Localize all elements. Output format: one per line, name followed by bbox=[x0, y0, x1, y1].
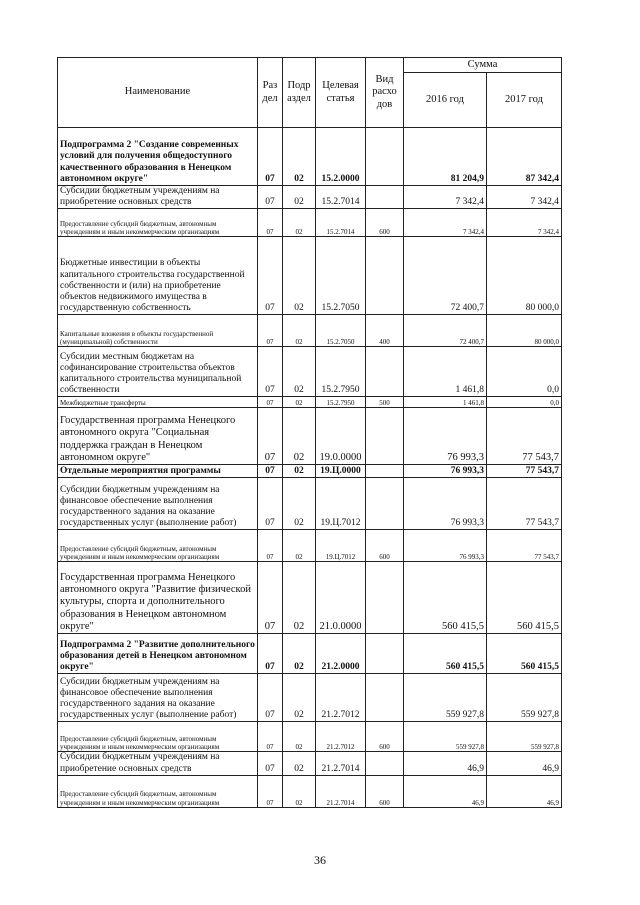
cell-name: Предоставление субсидий бюджетным, автономным учреждениям и иным некоммерческим организациям bbox=[58, 722, 258, 752]
cell-2016: 76 993,3 bbox=[404, 465, 487, 478]
cell-razdel: 07 bbox=[258, 634, 283, 674]
cell-vid bbox=[366, 347, 404, 397]
cell-vid bbox=[366, 478, 404, 530]
header-2017: 2017 год bbox=[487, 73, 562, 128]
table-row bbox=[58, 634, 562, 674]
cell-razdel: 07 bbox=[258, 209, 283, 237]
cell-name: Субсидии бюджетным учреждениям на финансовое обеспечение выполнения государственного задания на оказание государственных услуг (выполнение работ) bbox=[58, 478, 258, 530]
table-row bbox=[58, 465, 562, 478]
cell-celevaya: 21.2.7014 bbox=[316, 775, 366, 807]
cell-name: Субсидии бюджетным учреждениям на приобретение основных средств bbox=[58, 752, 258, 775]
cell-2017: 46,9 bbox=[487, 752, 562, 775]
cell-razdel: 07 bbox=[258, 128, 283, 186]
cell-2017: 77 543,7 bbox=[487, 478, 562, 530]
cell-podrazdel: 02 bbox=[283, 315, 316, 347]
cell-2017: 560 415,5 bbox=[487, 634, 562, 674]
cell-2016: 1 461,8 bbox=[404, 347, 487, 397]
table-row bbox=[58, 315, 562, 347]
cell-2016: 560 415,5 bbox=[404, 562, 487, 634]
cell-name: Предоставление субсидий бюджетным, автономным учреждениям и иным некоммерческим организациям bbox=[58, 209, 258, 237]
cell-vid: 400 bbox=[366, 315, 404, 347]
header-celevaya: Целевая статья bbox=[316, 58, 366, 128]
cell-celevaya: 15.2.7950 bbox=[316, 397, 366, 408]
cell-celevaya: 19.Ц.0000 bbox=[316, 465, 366, 478]
cell-vid bbox=[366, 634, 404, 674]
cell-2017: 0,0 bbox=[487, 347, 562, 397]
header-name: Наименование bbox=[58, 58, 258, 128]
cell-razdel: 07 bbox=[258, 674, 283, 722]
cell-name: Предоставление субсидий бюджетным, автономным учреждениям и иным некоммерческим организациям bbox=[58, 775, 258, 807]
cell-vid bbox=[366, 128, 404, 186]
header-2016: 2016 год bbox=[404, 73, 487, 128]
table-row bbox=[58, 775, 562, 807]
cell-celevaya: 19.Ц.7012 bbox=[316, 530, 366, 562]
cell-podrazdel: 02 bbox=[283, 478, 316, 530]
cell-vid bbox=[366, 408, 404, 465]
cell-razdel: 07 bbox=[258, 465, 283, 478]
table-row bbox=[58, 752, 562, 775]
cell-podrazdel: 02 bbox=[283, 186, 316, 209]
cell-name: Предоставление субсидий бюджетным, автономным учреждениям и иным некоммерческим организациям bbox=[58, 530, 258, 562]
cell-2016: 76 993,3 bbox=[404, 478, 487, 530]
cell-vid: 600 bbox=[366, 209, 404, 237]
cell-celevaya: 21.2.7012 bbox=[316, 674, 366, 722]
cell-vid bbox=[366, 674, 404, 722]
cell-podrazdel: 02 bbox=[283, 347, 316, 397]
cell-vid: 500 bbox=[366, 397, 404, 408]
cell-celevaya: 21.2.7012 bbox=[316, 722, 366, 752]
cell-podrazdel: 02 bbox=[283, 562, 316, 634]
table-row bbox=[58, 478, 562, 530]
cell-2017: 77 543,7 bbox=[487, 408, 562, 465]
cell-razdel: 07 bbox=[258, 478, 283, 530]
cell-2016: 76 993,3 bbox=[404, 530, 487, 562]
cell-2016: 7 342,4 bbox=[404, 186, 487, 209]
header-podrazdel: Подр аздел bbox=[283, 58, 316, 128]
cell-name: Капитальные вложения в объекты государственной (муниципальной) собственности bbox=[58, 315, 258, 347]
cell-2016: 7 342,4 bbox=[404, 209, 487, 237]
cell-name: Бюджетные инвестиции в объекты капитального строительства государственной собственности и (или) на приобретение объектов недвижимого имущества в государственную собственность bbox=[58, 237, 258, 315]
cell-vid bbox=[366, 562, 404, 634]
cell-vid bbox=[366, 465, 404, 478]
cell-celevaya: 15.2.0000 bbox=[316, 128, 366, 186]
cell-name: Отдельные мероприятия программы bbox=[58, 465, 258, 478]
cell-razdel: 07 bbox=[258, 562, 283, 634]
cell-2016: 72 400,7 bbox=[404, 237, 487, 315]
cell-podrazdel: 02 bbox=[283, 465, 316, 478]
cell-razdel: 07 bbox=[258, 775, 283, 807]
cell-razdel: 07 bbox=[258, 347, 283, 397]
header-row-top bbox=[58, 58, 562, 73]
cell-2016: 559 927,8 bbox=[404, 722, 487, 752]
cell-name: Подпрограмма 2 "Создание современных условий для получения общедоступного качественного образования в Ненецком автономном округе" bbox=[58, 128, 258, 186]
header-summa: Сумма bbox=[404, 58, 562, 73]
table-row bbox=[58, 530, 562, 562]
cell-celevaya: 21.2.0000 bbox=[316, 634, 366, 674]
table-row bbox=[58, 128, 562, 186]
cell-celevaya: 21.0.0000 bbox=[316, 562, 366, 634]
page-number: 36 bbox=[314, 853, 326, 867]
cell-2016: 560 415,5 bbox=[404, 634, 487, 674]
header-vid: Вид расхо дов bbox=[366, 58, 404, 128]
cell-2017: 0,0 bbox=[487, 397, 562, 408]
cell-razdel: 07 bbox=[258, 397, 283, 408]
cell-2017: 80 000,0 bbox=[487, 237, 562, 315]
cell-name: Государственная программа Ненецкого автономного округа "Развитие физической культуры, спорта и дополнительного образования в Ненецком автономном округе" bbox=[58, 562, 258, 634]
table-row bbox=[58, 397, 562, 408]
table-row bbox=[58, 186, 562, 209]
cell-podrazdel: 02 bbox=[283, 128, 316, 186]
cell-celevaya: 15.2.7014 bbox=[316, 186, 366, 209]
cell-podrazdel: 02 bbox=[283, 634, 316, 674]
cell-name: Субсидии бюджетным учреждениям на финансовое обеспечение выполнения государственного задания на оказание государственных услуг (выполнение работ) bbox=[58, 674, 258, 722]
cell-podrazdel: 02 bbox=[283, 209, 316, 237]
cell-podrazdel: 02 bbox=[283, 775, 316, 807]
cell-2017: 7 342,4 bbox=[487, 209, 562, 237]
budget-table bbox=[57, 57, 562, 808]
table-row bbox=[58, 347, 562, 397]
cell-celevaya: 15.2.7050 bbox=[316, 237, 366, 315]
cell-name: Субсидии бюджетным учреждениям на приобретение основных средств bbox=[58, 186, 258, 209]
cell-2016: 72 400,7 bbox=[404, 315, 487, 347]
cell-celevaya: 15.2.7050 bbox=[316, 315, 366, 347]
cell-vid bbox=[366, 186, 404, 209]
table-body bbox=[58, 128, 562, 808]
cell-razdel: 07 bbox=[258, 315, 283, 347]
cell-podrazdel: 02 bbox=[283, 408, 316, 465]
cell-celevaya: 15.2.7950 bbox=[316, 347, 366, 397]
cell-name: Межбюджетные трансферты bbox=[58, 397, 258, 408]
cell-podrazdel: 02 bbox=[283, 530, 316, 562]
cell-podrazdel: 02 bbox=[283, 237, 316, 315]
cell-name: Подпрограмма 2 "Развитие дополнительного образования детей в Ненецком автономном округе" bbox=[58, 634, 258, 674]
cell-name: Субсидии местным бюджетам на софинансирование строительства объектов капитального строительства муниципальной собственности bbox=[58, 347, 258, 397]
cell-vid: 600 bbox=[366, 722, 404, 752]
cell-2017: 7 342,4 bbox=[487, 186, 562, 209]
cell-razdel: 07 bbox=[258, 752, 283, 775]
cell-celevaya: 19.Ц.7012 bbox=[316, 478, 366, 530]
cell-podrazdel: 02 bbox=[283, 674, 316, 722]
cell-2017: 46,9 bbox=[487, 775, 562, 807]
cell-podrazdel: 02 bbox=[283, 752, 316, 775]
cell-celevaya: 19.0.0000 bbox=[316, 408, 366, 465]
table-row bbox=[58, 408, 562, 465]
cell-vid bbox=[366, 752, 404, 775]
cell-name: Государственная программа Ненецкого автономного округа "Социальная поддержка граждан в Ненецком автономном округе" bbox=[58, 408, 258, 465]
cell-vid: 600 bbox=[366, 775, 404, 807]
table-row bbox=[58, 209, 562, 237]
cell-2016: 1 461,8 bbox=[404, 397, 487, 408]
cell-razdel: 07 bbox=[258, 530, 283, 562]
table-row bbox=[58, 722, 562, 752]
cell-podrazdel: 02 bbox=[283, 397, 316, 408]
cell-2016: 46,9 bbox=[404, 775, 487, 807]
cell-vid: 600 bbox=[366, 530, 404, 562]
header-razdel: Раз дел bbox=[258, 58, 283, 128]
cell-podrazdel: 02 bbox=[283, 722, 316, 752]
cell-razdel: 07 bbox=[258, 722, 283, 752]
cell-2017: 80 000,0 bbox=[487, 315, 562, 347]
cell-2017: 560 415,5 bbox=[487, 562, 562, 634]
table-row bbox=[58, 562, 562, 634]
cell-vid bbox=[366, 237, 404, 315]
cell-razdel: 07 bbox=[258, 186, 283, 209]
cell-2017: 77 543,7 bbox=[487, 530, 562, 562]
cell-celevaya: 15.2.7014 bbox=[316, 209, 366, 237]
cell-2016: 76 993,3 bbox=[404, 408, 487, 465]
cell-2017: 87 342,4 bbox=[487, 128, 562, 186]
table-row bbox=[58, 237, 562, 315]
table-row bbox=[58, 674, 562, 722]
cell-2016: 81 204,9 bbox=[404, 128, 487, 186]
cell-2017: 559 927,8 bbox=[487, 674, 562, 722]
cell-razdel: 07 bbox=[258, 408, 283, 465]
cell-celevaya: 21.2.7014 bbox=[316, 752, 366, 775]
cell-2017: 559 927,8 bbox=[487, 722, 562, 752]
cell-2017: 77 543,7 bbox=[487, 465, 562, 478]
cell-2016: 559 927,8 bbox=[404, 674, 487, 722]
cell-2016: 46,9 bbox=[404, 752, 487, 775]
cell-razdel: 07 bbox=[258, 237, 283, 315]
